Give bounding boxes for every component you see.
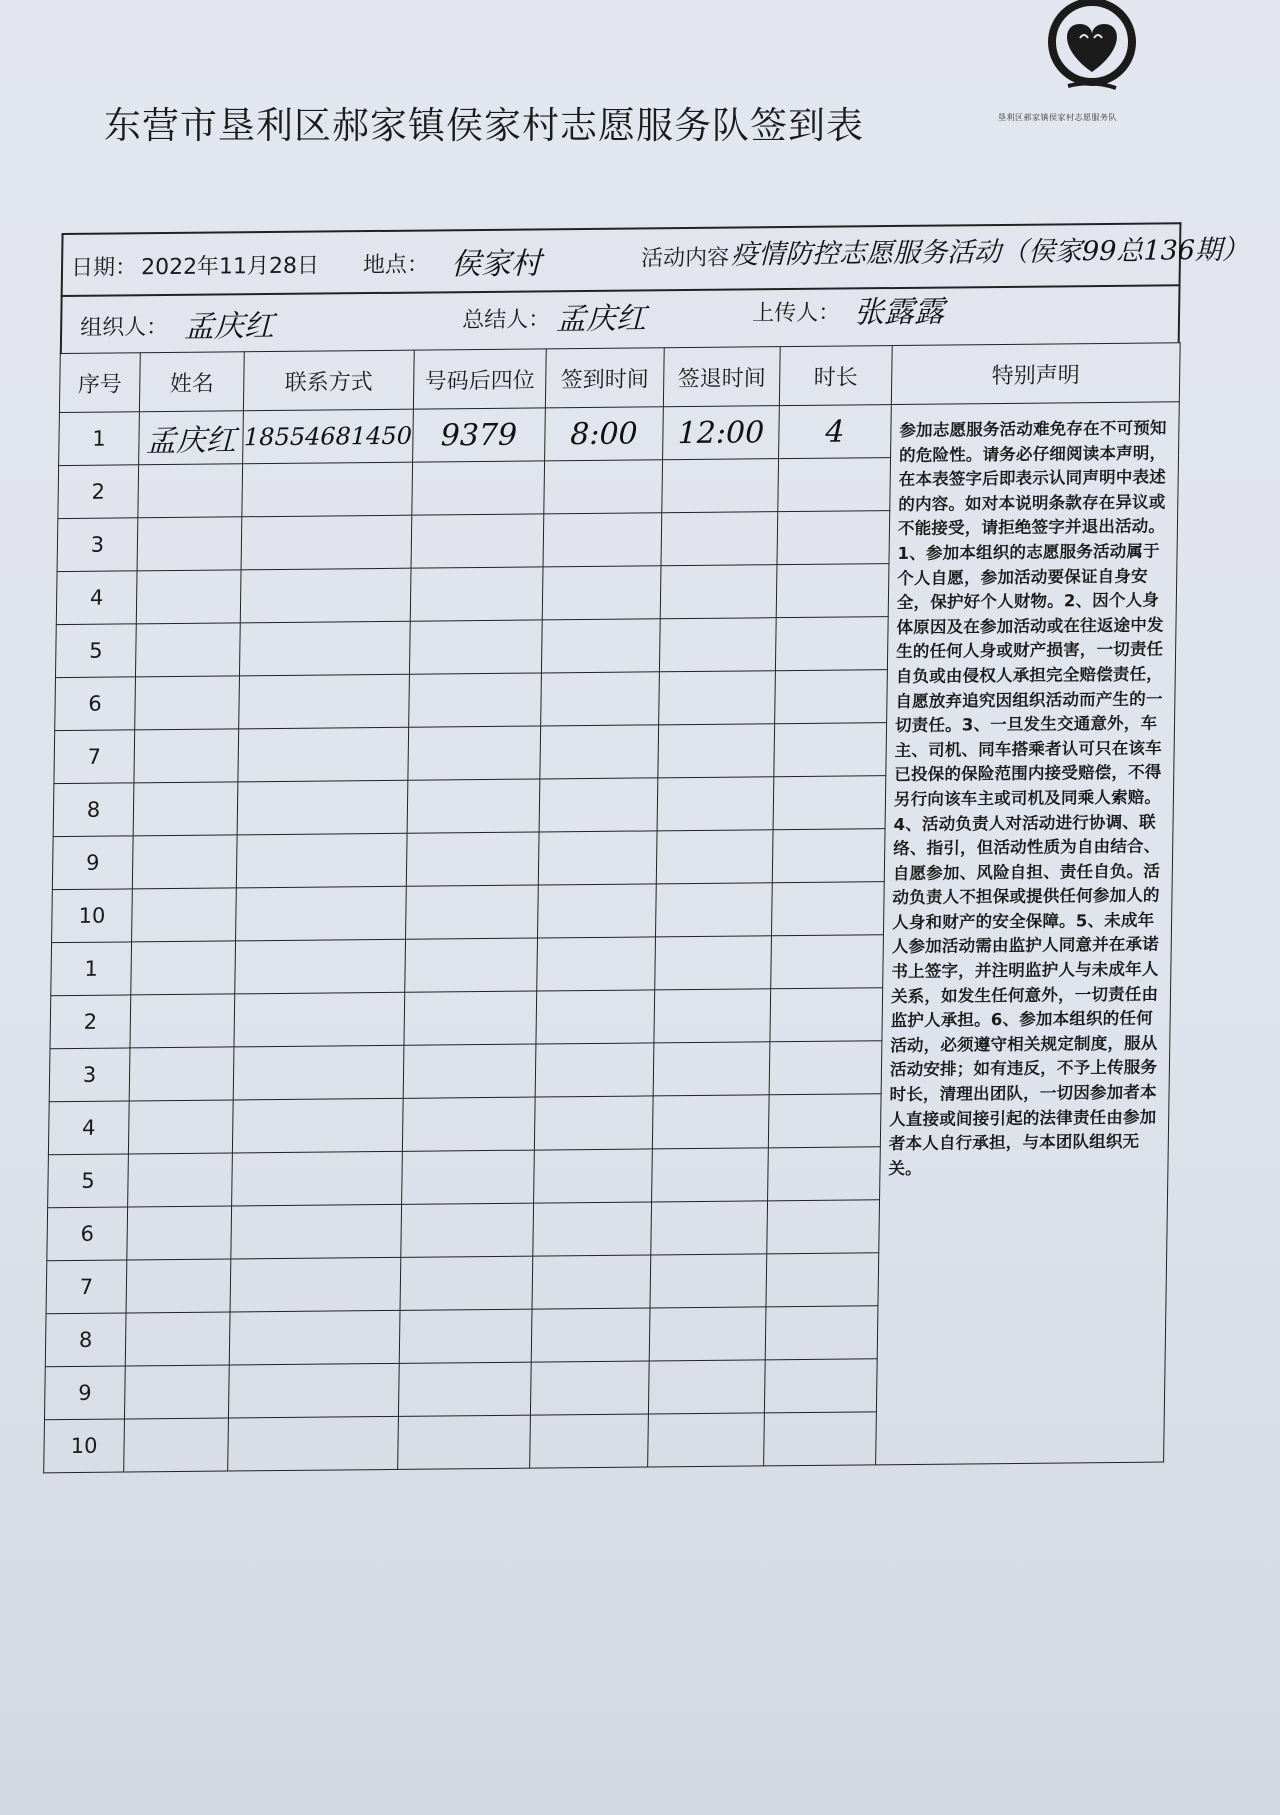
row-checkin <box>537 937 656 991</box>
row-checkout <box>651 1201 768 1255</box>
row-checkin <box>543 513 662 567</box>
col-header-last4: 号码后四位 <box>413 349 546 409</box>
row-number: 1 <box>59 412 140 466</box>
row-name <box>125 1312 230 1366</box>
location-label: 地点： <box>362 252 430 279</box>
row-checkin <box>530 1414 649 1468</box>
row-number: 4 <box>56 571 137 625</box>
row-name <box>134 729 239 783</box>
row-last4 <box>401 1203 534 1257</box>
row-phone <box>233 1045 404 1100</box>
row-checkout <box>658 724 775 778</box>
row-number: 3 <box>57 518 138 572</box>
signin-form <box>43 194 1250 1506</box>
uploader-value: 张露露 <box>853 294 945 331</box>
organizer-label: 组织人： <box>79 314 169 341</box>
row-number: 6 <box>47 1207 128 1261</box>
row-checkout <box>657 777 774 831</box>
row-number: 3 <box>49 1048 130 1102</box>
row-checkin <box>538 831 657 885</box>
col-header-no: 序号 <box>59 353 140 413</box>
content-value: 疫情防控志愿服务活动（侯家99总136期） <box>730 234 1250 271</box>
row-hours <box>777 511 890 565</box>
table-header-row <box>59 343 1180 413</box>
row-hours <box>765 1306 878 1360</box>
row-checkout <box>652 1095 769 1149</box>
table-row <box>59 402 1180 466</box>
content-label: 活动内容 <box>640 245 730 272</box>
row-name <box>132 835 237 889</box>
row-number: 9 <box>44 1366 125 1420</box>
row-name <box>135 623 240 677</box>
row-checkout <box>650 1254 767 1308</box>
row-phone <box>240 568 411 623</box>
row-checkout <box>654 989 771 1043</box>
row-checkout <box>656 830 773 884</box>
row-last4 <box>410 567 543 621</box>
row-last4 <box>406 832 539 886</box>
row-number: 6 <box>55 677 136 731</box>
document-title: 东营市垦利区郝家镇侯家村志愿服务队签到表 <box>104 104 864 147</box>
header-row-1 <box>61 222 1250 295</box>
row-phone <box>239 621 410 676</box>
row-checkout <box>653 1042 770 1096</box>
row-hours <box>773 776 886 830</box>
row-checkin: 8:00 <box>545 407 664 461</box>
row-hours <box>774 723 887 777</box>
row-number: 10 <box>44 1419 125 1473</box>
row-phone <box>236 886 407 941</box>
row-phone <box>231 1204 402 1259</box>
summarizer-value: 孟庆红 <box>555 301 647 338</box>
row-checkin <box>534 1096 653 1150</box>
row-last4 <box>412 461 545 515</box>
row-phone <box>234 992 405 1047</box>
row-hours <box>775 670 888 724</box>
row-number: 4 <box>48 1101 129 1155</box>
row-last4 <box>408 726 541 780</box>
row-phone: 18554681450 <box>243 409 414 464</box>
row-hours <box>764 1412 877 1466</box>
row-checkout <box>652 1148 769 1202</box>
row-checkout <box>655 883 772 937</box>
row-checkin <box>536 990 655 1044</box>
row-checkin <box>539 778 658 832</box>
row-number: 8 <box>45 1313 126 1367</box>
row-checkin <box>541 672 660 726</box>
date-label: 日期： <box>70 255 138 281</box>
row-phone <box>242 462 413 517</box>
row-name <box>131 941 236 995</box>
row-name <box>128 1100 233 1154</box>
row-checkout <box>649 1307 766 1361</box>
location-value: 侯家村 <box>450 246 542 283</box>
row-name <box>130 994 235 1048</box>
row-name <box>126 1259 231 1313</box>
row-hours <box>772 829 885 883</box>
row-number: 2 <box>50 995 131 1049</box>
row-number: 5 <box>48 1154 129 1208</box>
row-phone <box>236 833 407 888</box>
row-phone <box>229 1310 400 1365</box>
row-number: 5 <box>55 624 136 678</box>
row-number: 8 <box>53 783 134 837</box>
row-last4 <box>403 1044 536 1098</box>
row-hours <box>769 1041 882 1095</box>
row-number: 2 <box>58 465 139 519</box>
row-name <box>133 782 238 836</box>
row-number: 10 <box>52 889 133 943</box>
row-last4 <box>404 991 537 1045</box>
row-name: 孟庆红 <box>139 411 244 465</box>
row-checkin <box>540 725 659 779</box>
row-phone <box>237 780 408 835</box>
row-checkin <box>533 1202 652 1256</box>
row-checkin <box>530 1361 649 1415</box>
row-hours <box>770 988 883 1042</box>
row-checkout <box>662 459 779 513</box>
row-last4 <box>399 1309 532 1363</box>
special-declaration-text: 参加志愿服务活动难免存在不可预知的危险性。请务必仔细阅读本声明，在本表签字后即表示认同声明中表述的内容。如对本说明条款存在异议或不能接受，请拒绝签字并退出活动。1、参加本组织的志愿服务活动属于个人自愿，参加活动要保证自身安全，保护好个人财物。2、因个人身体原因及在参加活动或在往返途中发生的任何人身或财产损害，一切责任自负或由侵权人承担完全赔偿责任，自愿放弃追究因组织活动而产生的一切责任。3、一旦发生交通意外，车主、司机、同车搭乘者认可只在该车已投保的保险范围内接受赔偿，不得另行向该车主或司机及同乘人索赔。4、活动负责人对活动进行协调、联络、指引，但活动性质为自由结合、自愿参加、风险自担、责任自负。活动负责人不担保或提供任何参加人的人身和财产的安全保障。5、未成年人参加活动需由监护人同意并在承诺书上签字，并注明监护人与未成年人关系，如发生任何意外，一切责任由监护人承担。6、参加本组织的任何活动，必须遵守相关规定制度，服从活动安排；如有违反，不予上传服务时长，清理出团队，一切因参加者本人直接或间接引起的法律责任由参加者本人自行承担，与本团队组织无关。 <box>876 402 1180 1465</box>
row-hours <box>767 1200 880 1254</box>
row-phone <box>239 674 410 729</box>
col-header-checkin: 签到时间 <box>545 348 664 408</box>
row-number: 1 <box>51 942 132 996</box>
row-name <box>124 1365 229 1419</box>
row-name <box>132 888 237 942</box>
row-checkout <box>648 1360 765 1414</box>
col-header-hours: 时长 <box>779 346 892 406</box>
row-checkin <box>534 1149 653 1203</box>
row-number: 7 <box>46 1260 127 1314</box>
row-phone <box>232 1098 403 1153</box>
row-checkout <box>659 618 776 672</box>
row-last4 <box>409 620 542 674</box>
row-checkin <box>532 1255 651 1309</box>
row-name <box>138 464 243 518</box>
row-last4 <box>402 1150 535 1204</box>
summarizer-label: 总结人： <box>461 307 551 334</box>
row-checkin <box>531 1308 650 1362</box>
row-number: 9 <box>52 836 133 890</box>
row-checkin <box>541 619 660 673</box>
row-last4 <box>405 938 538 992</box>
row-checkout: 12:00 <box>663 406 780 460</box>
row-last4 <box>407 779 540 833</box>
row-number: 7 <box>54 730 135 784</box>
col-header-contact: 联系方式 <box>243 350 414 411</box>
header-row-2 <box>60 284 1181 353</box>
row-phone <box>235 939 406 994</box>
date-value: 2022年11月28日 <box>140 253 320 281</box>
organizer-value: 孟庆红 <box>183 308 275 345</box>
table-body <box>44 402 1180 1473</box>
row-hours <box>775 617 888 671</box>
row-name <box>137 517 242 571</box>
row-phone <box>228 1363 399 1418</box>
row-checkin <box>544 460 663 514</box>
row-checkout <box>661 512 778 566</box>
row-checkin <box>538 884 657 938</box>
row-hours <box>766 1253 879 1307</box>
row-last4 <box>398 1415 531 1469</box>
row-last4 <box>402 1097 535 1151</box>
uploader-label: 上传人： <box>752 300 841 327</box>
row-last4 <box>406 885 539 939</box>
row-checkin <box>542 566 661 620</box>
row-name <box>127 1206 232 1260</box>
logo-caption: 垦利区郝家镇侯家村志愿服务队 <box>998 113 1117 122</box>
row-hours <box>768 1147 881 1201</box>
row-phone <box>232 1151 403 1206</box>
row-checkout <box>659 671 776 725</box>
signin-table <box>43 342 1180 1473</box>
row-hours <box>778 458 891 512</box>
row-checkout <box>648 1413 765 1467</box>
row-last4 <box>398 1362 531 1416</box>
row-last4 <box>411 514 544 568</box>
row-name <box>124 1418 229 1472</box>
row-last4 <box>400 1256 533 1310</box>
row-phone <box>238 727 409 782</box>
row-checkin <box>535 1043 654 1097</box>
row-phone <box>230 1257 401 1312</box>
col-header-declaration: 特别声明 <box>891 343 1180 405</box>
col-header-checkout: 签退时间 <box>663 347 780 407</box>
row-name <box>136 570 241 624</box>
row-name <box>128 1153 233 1207</box>
col-header-name: 姓名 <box>139 352 244 412</box>
row-name <box>135 676 240 730</box>
row-hours <box>764 1359 877 1413</box>
row-hours <box>776 564 889 618</box>
row-checkout <box>660 565 777 619</box>
row-name <box>129 1047 234 1101</box>
row-hours <box>768 1094 881 1148</box>
row-hours: 4 <box>779 405 892 459</box>
row-hours <box>771 882 884 936</box>
row-last4 <box>409 673 542 727</box>
row-hours <box>771 935 884 989</box>
row-checkout <box>655 936 772 990</box>
row-last4: 9379 <box>413 408 546 462</box>
row-phone <box>228 1416 399 1471</box>
row-phone <box>241 515 412 570</box>
